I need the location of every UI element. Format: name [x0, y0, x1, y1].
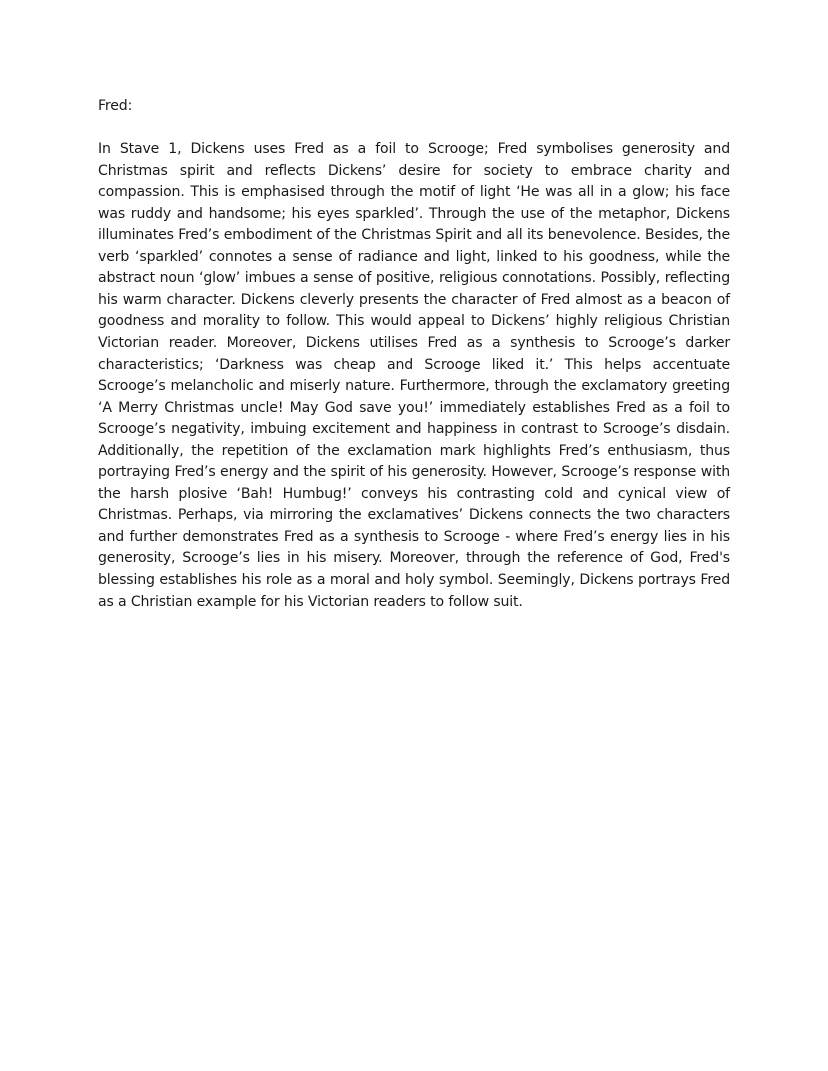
document-content	[98, 96, 730, 613]
body-paragraph: In Stave 1, Dickens uses Fred as a foil to Scrooge; Fred symbolises generosity and Christmas spirit and reflects Dickens’ desire for society to embrace charity and compassion. This is emphasised through the motif of light ‘He was all in a glow; his face was ruddy and handsome; his eyes sparkled’. Through the use of the metaphor, Dickens illuminates Fred’s embodiment of the Christmas Spirit and all its benevolence. Besides, the verb ‘sparkled’ connotes a sense of radiance and light, linked to his goodness, while the abstract noun ‘glow’ imbues a sense of positive, religious connotations. Possibly, reflecting his warm character. Dickens cleverly presents the character of Fred almost as a beacon of goodness and morality to follow. This would appeal to Dickens’ highly religious Christian Victorian reader. Moreover, Dickens utilises Fred as a synthesis to Scrooge’s darker characteristics; ‘Darkness was cheap and Scrooge liked it.’ This helps accentuate Scrooge’s melancholic and miserly nature. Furthermore, through the exclamatory greeting ‘A Merry Christmas uncle! May God save you!’ immediately establishes Fred as a foil to Scrooge’s negativity, imbuing excitement and happiness in contrast to Scrooge’s disdain. Additionally, the repetition of the exclamation mark highlights Fred’s enthusiasm, thus portraying Fred’s energy and the spirit of his generosity. However, Scrooge’s response with the harsh plosive ‘Bah! Humbug!’ conveys his contrasting cold and cynical view of Christmas. Perhaps, via mirroring the exclamatives’ Dickens connects the two characters and further demonstrates Fred as a synthesis to Scrooge - where Fred’s energy lies in his generosity, Scrooge’s lies in his misery. Moreover, through the reference of God, Fred's blessing establishes his role as a moral and holy symbol. Seemingly, Dickens portrays Fred as a Christian example for his Victorian readers to follow suit.	[98, 141, 730, 610]
section-heading: Fred:	[98, 98, 133, 114]
